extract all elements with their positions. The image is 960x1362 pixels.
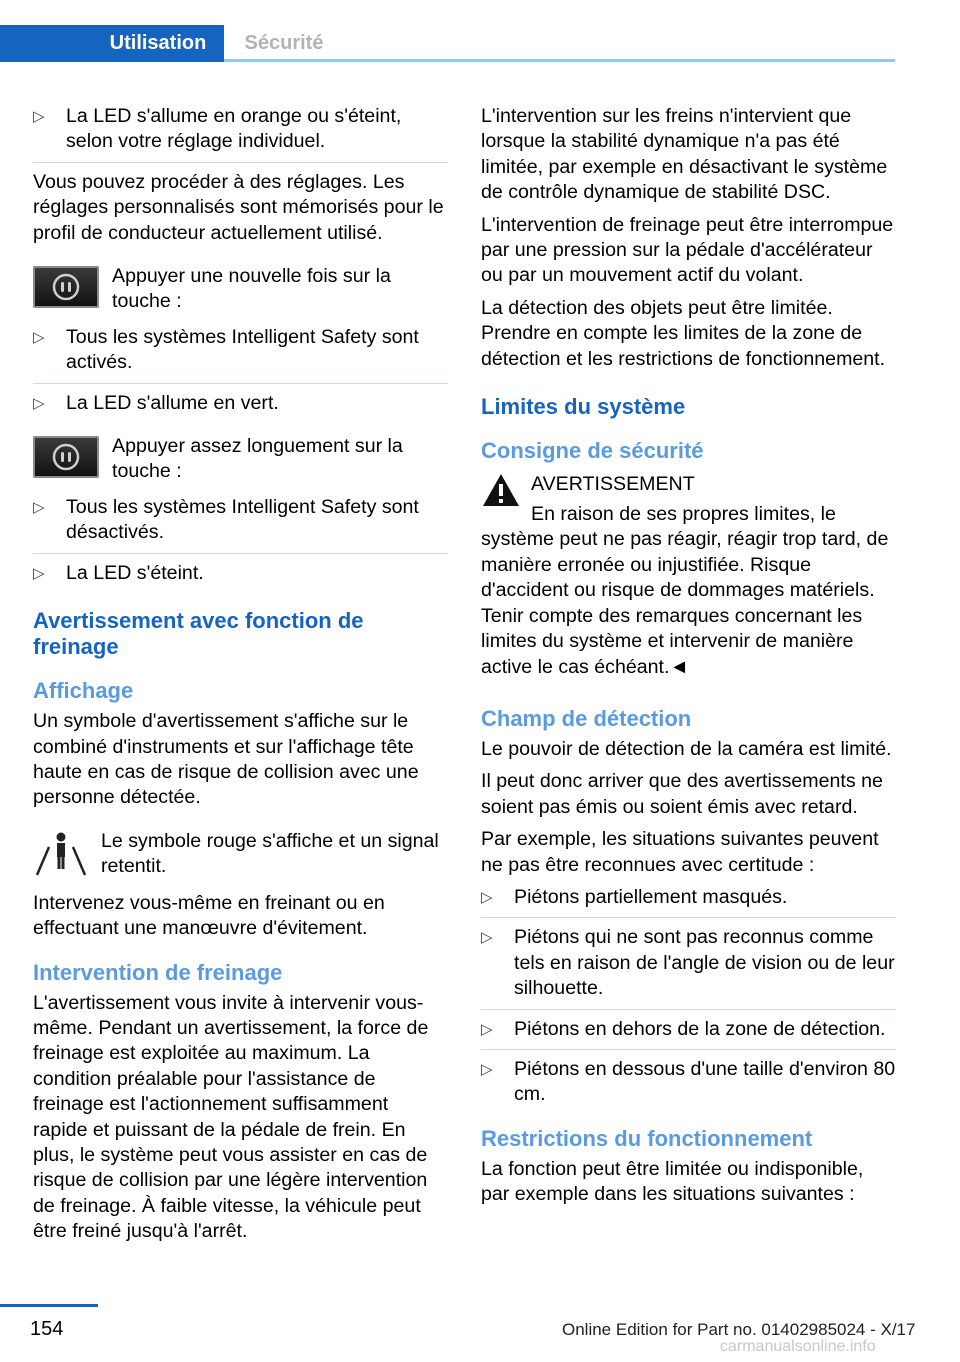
footer-accent-line [0, 1304, 98, 1307]
edition-text: Online Edition for Part no. 01402985024 - X/17 [562, 1320, 916, 1339]
list-item: ▷ Tous les systèmes Intelligent Safety sont désactivés. [33, 495, 448, 554]
subsection-heading: Intervention de freinage [33, 959, 283, 985]
pedestrian-warning-icon [33, 829, 89, 881]
instruction-text: Appuyer une nouvelle fois sur la touche : [112, 265, 391, 313]
safety-button-icon [33, 266, 99, 308]
section-heading: Limites du système [481, 394, 686, 420]
subsection-heading: Consigne de sécurité [481, 438, 704, 464]
paragraph: Un symbole d'avertissement s'affiche sur le combiné d'instruments et sur l'affichage tête haute en cas de risque de collision avec une personne détectée. [33, 710, 419, 809]
symbol-instruction [33, 829, 448, 881]
tab-divider-line [224, 59, 895, 62]
section-heading: Avertissement avec fonction de freinage [33, 608, 364, 660]
list-item: ▷ Piétons partiellement masqués. [481, 885, 896, 918]
tab-securite[interactable]: Sécurité [244, 32, 324, 54]
left-column [33, 104, 448, 1252]
watermark: carmanualsonline.info [720, 1338, 876, 1355]
paragraph: Il peut donc arriver que des avertissements ne soient pas émis ou soient émis avec retard. [481, 770, 883, 818]
paragraph: L'intervention de freinage peut être interrompue par une pression sur la pédale d'accélérateur ou par un mouvement actif du volant. [481, 213, 894, 287]
paragraph: Par exemple, les situations suivantes peuvent ne pas être reconnues avec certitude : [481, 828, 879, 876]
button-instruction [33, 264, 448, 315]
paragraph: L'intervention sur les freins n'intervient que lorsque la stabilité dynamique n'a pas été limitée, par exemple en désactivant le système de contrôle dynamique de stabilité DSC. [481, 105, 888, 204]
list-item: ▷ Piétons en dessous d'une taille d'environ 80 cm. [481, 1057, 896, 1108]
paragraph: La fonction peut être limitée ou indisponible, par exemple dans les situations suivantes : [481, 1157, 864, 1206]
top-navigation [0, 0, 895, 62]
warning-triangle-icon [481, 472, 521, 508]
list-item: ▷ Tous les systèmes Intelligent Safety sont activés. [33, 325, 448, 384]
warning-block [481, 472, 896, 680]
paragraph: L'avertissement vous invite à intervenir vous-même. Pendant un avertissement, la force de freinage est exploitée au maximum. La condition préalable pour l'assistance de freinage est l'actionnement suffisamment rapide et puissant de la pédale de frein. En plus, le système peut vous assister en cas de risque de collision par une légère intervention de freinage. À faible vitesse, la véhicule peut être freiné jusqu'à l'arrêt. [33, 991, 429, 1243]
instruction-text: Le symbole rouge s'affiche et un signal retentit. [101, 829, 439, 878]
tab-utilisation[interactable]: Utilisation [0, 25, 224, 62]
page-number: 154 [30, 1318, 64, 1340]
paragraph: La détection des objets peut être limitée. Prendre en compte les limites de la zone de détection et les restrictions de fonctionnement. [481, 296, 886, 370]
list-item: ▷ La LED s'allume en vert. [33, 391, 448, 416]
paragraph: Intervenez vous-même en freinant ou en effectuant une manœuvre d'évitement. [33, 891, 385, 940]
subsection-heading: Affichage [33, 678, 134, 704]
button-instruction [33, 434, 448, 485]
right-column [481, 104, 896, 1215]
paragraph: Le pouvoir de détection de la caméra est limité. [481, 737, 892, 760]
end-marker: ◄ [669, 655, 689, 678]
warning-title: AVERTISSEMENT [531, 473, 695, 496]
paragraph: Vous pouvez procéder à des réglages. Les réglages personnalisés sont mémorisés pour le profil de conducteur actuellement utilisé. [33, 170, 444, 244]
list-item: ▷ La LED s'allume en orange ou s'éteint, selon votre réglage individuel. [33, 104, 448, 163]
instruction-text: Appuyer assez longuement sur la touche : [112, 435, 403, 483]
list-item: ▷ La LED s'éteint. [33, 561, 448, 586]
warning-text: En raison de ses propres limites, le système peut ne pas réagir, réagir trop tard, de manière erronée ou injustifiée. Risque d'accident ou risque de dommages matériels. Tenir compte des remarques concernant les limites du système et intervenir de manière active le cas échéant. [481, 503, 889, 678]
list-item: ▷ Piétons en dehors de la zone de détection. [481, 1017, 896, 1050]
subsection-heading: Restrictions du fonctionnement [481, 1125, 813, 1151]
safety-button-icon [33, 436, 99, 478]
subsection-heading: Champ de détection [481, 705, 692, 731]
list-item: ▷ Piétons qui ne sont pas reconnus comme tels en raison de l'angle de vision ou de leur silhouette. [481, 925, 896, 1009]
